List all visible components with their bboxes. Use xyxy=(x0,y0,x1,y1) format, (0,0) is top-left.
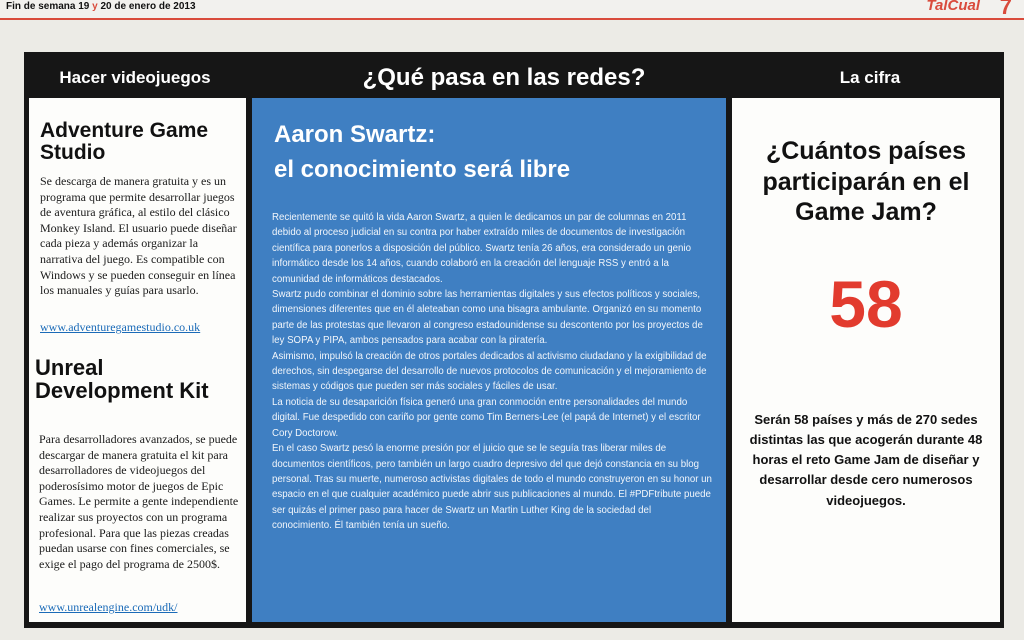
issue-date xyxy=(6,1,196,12)
article-paragraph: Swartz pudo combinar el dominio sobre las herramientas digitales y sus efectos políticos y sociales, dimensiones diferentes que en él aleteaban como una bisagra ambulante. Organizó en su momento parte de las protestas que llevaron al congreso estadounidense su descontento por los proyectos de ley SOPA y PIPA, ambos pensados para acabar con la piratería. xyxy=(272,289,703,347)
ags-link[interactable]: www.adventuregamestudio.co.uk xyxy=(40,320,201,334)
cifra-description: Serán 58 países y más de 270 sedes distintas las que acogerán durante 48 horas el reto Game Jam de diseñar y desarrollar desde cero numerosos videojuegos. xyxy=(749,412,983,508)
article-paragraph: Recientemente se quitó la vida Aaron Swartz, a quien le dedicamos un par de columnas en 2011 debido al proceso judicial en su contra por haber extraído miles de documentos de investigación científica para ponerlos a disposición del público. Swartz tenía 26 años, era considerado un genio informático desde los 14 años, cuando colaboró en la creación del lenguaje RSS y entró a la comunidad de informáticos destacados. xyxy=(272,212,691,285)
article-headline xyxy=(274,118,714,188)
udk-description: Para desarrolladores avanzados, se puede descargar de manera gratuita el kit para desarrolladores de videojuegos del poderosísimo motor de juegos de Epic Games. Le permite a gente independiente realizar sus proyectos con un programa profesional. Para que las piezas creadas puedan usarse con fines comerciales, se exige el pago del programa de 2500$. xyxy=(39,432,239,571)
cifra-question: ¿Cuántos países participarán en el Game Jam? xyxy=(762,137,970,226)
header-left: Hacer videojuegos xyxy=(59,68,211,87)
ags-description: Se descarga de manera gratuita y es un programa que permite desarrollar juegos de aventura gráfica, al estilo del clásico Monkey Island. El usuario puede diseñar cada pieza y además organizar la narrativa del juego. Es compatible con Windows y se pueden conseguir en línea los manuales y guías para usarlo. xyxy=(40,174,237,298)
column-game-tools xyxy=(29,98,246,622)
masthead-bar xyxy=(0,0,1024,20)
header-middle: ¿Qué pasa en las redes? xyxy=(362,64,646,91)
cifra-number: 58 xyxy=(829,267,903,341)
ags-title: Adventure Game Studio xyxy=(40,119,209,165)
date-conjunction: y xyxy=(92,1,98,12)
headline-line-1: Aaron Swartz: xyxy=(274,121,436,148)
date-suffix: 20 de enero de 2013 xyxy=(100,1,196,12)
date-prefix: Fin de semana 19 xyxy=(6,1,90,12)
column-swartz-article xyxy=(252,98,726,622)
article-frame xyxy=(24,52,1004,628)
article-paragraph: En el caso Swartz pesó la enorme presión por el juicio que se le seguía tras liberar miles de documentos científicos, pero también un largo cuadro depresivo del que dejó constancia en su blog personal. Tras su muerte, numeroso activistas digitales de todo el mundo construyeron en su honor un espacio en el que cualquier académico puede abrir sus publicaciones al mundo. El #PDFtribute puede ser quizás el primer paso para hacer de Swartz un Martin Luther King de la sociedad del conocimiento. Él también tenía un sueño. xyxy=(272,443,712,532)
header-right: La cifra xyxy=(839,68,901,87)
udk-link[interactable]: www.unrealengine.com/udk/ xyxy=(39,600,178,614)
brand-logo: TalCual xyxy=(926,0,980,14)
article-body xyxy=(272,210,712,534)
article-paragraph: Asimismo, impulsó la creación de otros portales dedicados al activismo ciudadano y la exigibilidad de derechos, sin despegarse del desarrollo de nuevos protocolos de comunicación y el mejoramiento de sistemas y códigos que pueden ser más sociales y fáciles de usar. xyxy=(272,350,707,393)
article-paragraph: La noticia de su desaparición física generó una gran conmoción entre personalidades del mundo digital. Fue despedido con cariño por gente como Tim Berners-Lee (el papá de Internet) y el escritor Cory Doctorow. xyxy=(272,396,701,439)
udk-title: Unreal Development Kit xyxy=(35,355,209,404)
page-number: 7 xyxy=(999,0,1012,19)
column-la-cifra xyxy=(732,98,1000,622)
headline-line-2: el conocimiento será libre xyxy=(274,155,571,183)
